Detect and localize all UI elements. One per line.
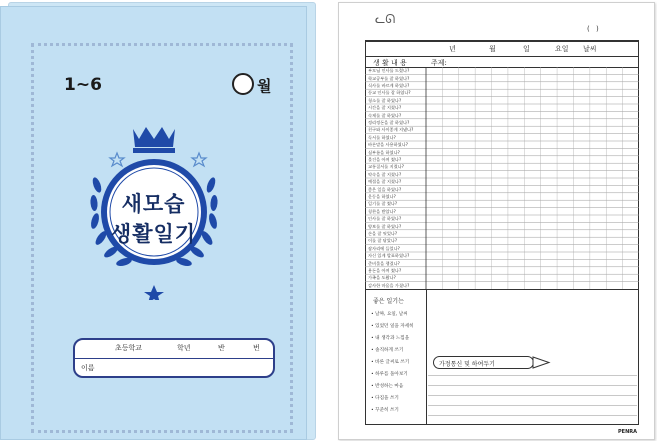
grade-label: 학년 <box>177 344 191 352</box>
good-diary-title: 좋은 일기는 <box>373 298 404 305</box>
good-diary-item: • 있었던 일을 자세히 <box>371 324 414 329</box>
month-label: 월 <box>257 77 272 95</box>
diary-cover <box>0 6 307 440</box>
checklist-item: 좋은 일을 하였나? <box>368 186 402 192</box>
checklist-item: 감사한 마음을 가졌나? <box>368 282 410 288</box>
header-top-border <box>365 40 639 42</box>
name-box <box>73 338 275 378</box>
month-circle <box>232 73 254 95</box>
good-diary-item: • 날짜, 요일, 날씨 <box>371 312 408 317</box>
checklist-item: 정리정돈을 잘 하였나? <box>368 120 410 125</box>
parent-note-label: 가정통신 및 하여두기 <box>439 361 495 368</box>
checklist-item: 청소를 잘 하였나? <box>368 97 402 103</box>
name-box-divider <box>75 358 273 359</box>
header-divider <box>365 56 639 57</box>
checklist-item: 일기를 잘 썼나? <box>368 201 398 207</box>
life-content-label: 생 활 내 용 <box>373 59 407 67</box>
note-line <box>428 375 637 376</box>
good-diary-item: • 반성하는 마음 <box>371 384 404 389</box>
checklist-item: 칭찬을 받았나? <box>368 208 396 214</box>
name-label: 이름 <box>81 364 95 372</box>
checklist-item: 인사를 잘 하였나? <box>368 216 402 222</box>
header-parentheses: ( ) <box>587 25 601 33</box>
checklist-item: 운동을 하였나? <box>368 194 396 199</box>
checklist-item: 교통질서를 지켰나? <box>368 164 404 170</box>
good-diary-item: • 내 생각과 느낌을 <box>371 336 410 341</box>
good-diary-item: • 꾸준히 쓰기 <box>371 408 399 413</box>
number-label: 번 <box>253 344 260 352</box>
day-label: 일 <box>523 45 530 53</box>
cat-doodle-icon: ᓚᘏ <box>375 12 396 26</box>
crown-icon <box>133 127 175 153</box>
grade-range: 1~6 <box>64 75 102 95</box>
note-line <box>428 395 637 396</box>
checklist-item: 양보를 잘 하였나? <box>368 223 402 229</box>
checklist-item: 예절을 잘 지켰나? <box>368 179 402 185</box>
note-line <box>428 415 637 416</box>
cover-title-line1: 새모습 <box>121 192 186 216</box>
checklist-item: 바른말을 사용하였나? <box>368 142 408 148</box>
class-label: 반 <box>218 344 225 352</box>
checklist-item: 부모님 인사를 드렸나? <box>368 68 410 74</box>
bottom-star-icon <box>144 285 164 300</box>
lower-section-vertical <box>426 289 427 425</box>
lower-section-divider <box>365 289 639 290</box>
checklist-item: 식사를 바르게 하였나? <box>368 83 410 88</box>
good-diary-item: • 바른 글씨로 쓰기 <box>371 360 410 365</box>
note-line <box>428 405 637 406</box>
topic-label: 주제: <box>431 59 447 67</box>
checklist-item: 잠자리에 들었나? <box>368 245 400 251</box>
checklist-item: 자신 있게 발표하였나? <box>368 253 410 259</box>
good-diary-item: • 솔직하게 쓰기 <box>371 348 404 353</box>
cover-title-line2: 생활일기 <box>110 222 197 246</box>
checklist-item: 숙제를 잘 하였나? <box>368 112 402 118</box>
month-label: 월 <box>489 45 496 53</box>
checklist-item: 등교 인사를 잘 하였나? <box>368 90 411 96</box>
weekday-label: 요일 <box>555 45 569 53</box>
checklist-item: 손을 잘 씻었나? <box>368 231 398 236</box>
note-line <box>428 385 637 386</box>
checklist-item: 가족을 도왔나? <box>368 275 396 281</box>
good-diary-item: • 다짐을 쓰기 <box>371 396 399 401</box>
weather-label: 날씨 <box>583 45 597 53</box>
checklist-item: 심부름을 하였나? <box>368 149 400 155</box>
year-label: 년 <box>449 45 456 53</box>
checklist-item: 이를 잘 닦았나? <box>368 238 398 244</box>
good-diary-item: • 하루를 돌아보기 <box>371 372 408 377</box>
checklist-item: 학교공부를 잘 하였나? <box>368 75 410 81</box>
checklist-item: 물건을 아껴 썼나? <box>368 157 402 162</box>
checklist-item: 시간을 잘 지켰나? <box>368 105 402 111</box>
checklist-item: 독서를 하였나? <box>368 134 396 140</box>
checklist-item: 준비물을 챙겼나? <box>368 260 400 266</box>
checklist-item: 친구와 사이좋게 지냈나? <box>368 127 414 133</box>
journal-page <box>338 2 655 440</box>
brand-label: PENRA <box>618 429 637 435</box>
checklist-item: 용돈을 아껴 썼나? <box>368 268 402 273</box>
checklist-item: 약속을 잘 지켰나? <box>368 171 402 177</box>
school-label: 초등학교 <box>115 344 143 352</box>
